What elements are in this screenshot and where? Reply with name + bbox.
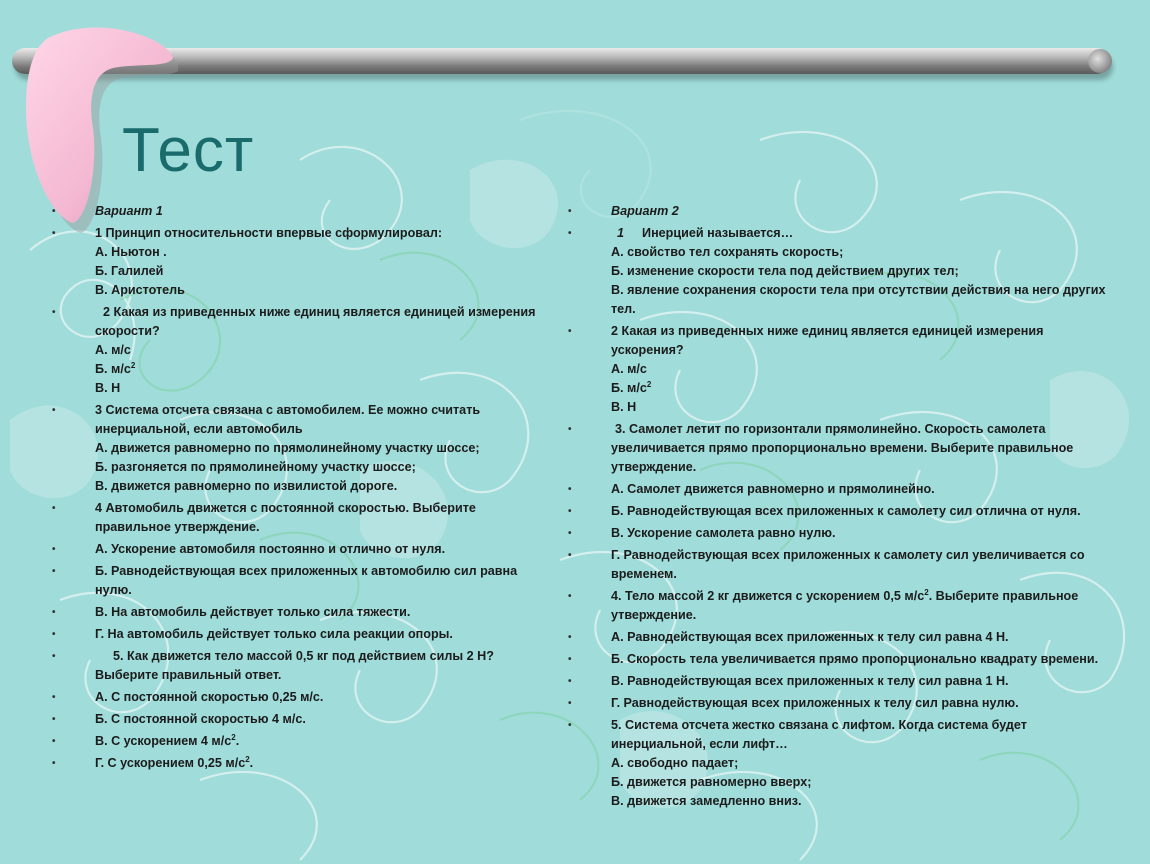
list-item [52,625,542,644]
answer-option: А. м/с [611,362,647,376]
bullet: • [52,607,56,618]
list-item [568,587,1133,625]
list-item [52,540,542,559]
answer-option: А. свойство тел сохранять скорость; [611,245,844,259]
question-number: 1 [617,226,625,240]
answer-option: Г. Равнодействующая всех приложенных к телу сил равна нулю. [611,696,1019,710]
bullet: • [52,405,56,416]
bullet: • [568,654,572,665]
answer-option: А. Самолет движется равномерно и прямолинейно. [611,482,935,496]
variant-1-column [52,202,542,776]
list-item [52,603,542,622]
answer-option: А. Ньютон . [95,245,167,259]
bullet: • [52,692,56,703]
bullet: • [568,720,572,731]
superscript: 2 [646,379,652,389]
question-text: 3. Самолет летит по горизонтали прямолинейно. Скорость самолета увеличивается прямо пропорционально времени. Выберите правильное утверждение. [611,422,1074,474]
bullet: • [568,326,572,337]
answer-option: В. движется замедленно вниз. [611,794,802,808]
bullet: • [52,629,56,640]
bullet: • [52,228,56,239]
variant-heading: Вариант 1 [95,204,163,218]
answer-option: Б. Равнодействующая всех приложенных к самолету сил отлична от нуля. [611,504,1081,518]
answer-option: В. Н [611,400,637,414]
bullet: • [52,206,56,217]
list-item [568,420,1133,477]
question-text-part: . Выберите правильное утверждение. [611,589,1079,622]
list-item [568,672,1133,691]
answer-option: А. Ускорение автомобиля постоянно и отлично от нуля. [95,542,446,556]
bullet: • [568,698,572,709]
variant-2-column [568,202,1133,814]
list-item [52,401,542,496]
bullet: • [568,591,572,602]
list-item [568,716,1133,811]
list-item [52,754,542,773]
list-item [568,650,1133,669]
bullet: • [568,528,572,539]
page-title: Тест [122,116,255,185]
bullet: • [52,714,56,725]
answer-option: Б. движется равномерно вверх; [611,775,812,789]
superscript: 2 [130,360,136,370]
answer-option: А. движется равномерно по прямолинейному участку шоссе; [95,441,480,455]
list-item [568,322,1133,417]
answer-option: Г. Равнодействующая всех приложенных к самолету сил увеличивается со временем. [611,548,1085,581]
answer-option: Б. Скорость тела увеличивается прямо пропорционально квадрату времени. [611,652,1099,666]
answer-option-suffix: . [235,734,240,748]
bullet: • [568,206,572,217]
answer-option [95,754,542,773]
list-item [568,694,1133,713]
answer-option: В. явление сохранения скорости тела при отсутствии действия на него других тел. [611,283,1106,316]
list-item [52,688,542,707]
bullet: • [52,736,56,747]
bullet: • [568,676,572,687]
answer-option: Г. На автомобиль действует только сила реакции опоры. [95,627,453,641]
bullet: • [568,484,572,495]
list-item [52,562,542,600]
answer-option-suffix: . [249,756,254,770]
answer-option: В. Равнодействующая всех приложенных к телу сил равна 1 Н. [611,674,1009,688]
list-item [52,303,542,398]
answer-option: Б. разгоняется по прямолинейному участку шоссе; [95,460,416,474]
list-item [52,647,542,685]
list-item [568,524,1133,543]
list-item [52,499,542,537]
bullet: • [568,632,572,643]
answer-option-text: В. С ускорением 4 м/с [95,734,232,748]
bullet: • [52,566,56,577]
rod-end-cap [1088,49,1112,73]
answer-option: В. движется равномерно по извилистой дороге. [95,479,398,493]
bullet: • [52,544,56,555]
answer-option-text: Б. м/с [95,362,131,376]
answer-option-text: Б. м/с [611,381,647,395]
bullet: • [52,651,56,662]
question-text: 1 Принцип относительности впервые сформулировал: [95,226,443,240]
list-item [568,224,1133,319]
superscript: 2 [245,754,250,764]
answer-option [95,360,542,379]
list-item [52,202,542,221]
answer-option: Б. Равнодействующая всех приложенных к автомобилю сил равна нулю. [95,564,518,597]
answer-option: Б. С постоянной скоростью 4 м/с. [95,712,306,726]
bullet: • [568,424,572,435]
answer-option: В. Аристотель [95,283,185,297]
bullet: • [568,506,572,517]
bullet: • [52,307,56,318]
list-item [52,224,542,300]
variant-heading: Вариант 2 [611,204,679,218]
list-item [52,732,542,751]
list-item [568,480,1133,499]
bullet: • [568,228,572,239]
question-text: Инерцией называется… [642,226,794,240]
answer-option: А. свободно падает; [611,756,739,770]
question-text: 2 Какая из приведенных ниже единиц является единицей измерения ускорения? [611,324,1044,357]
answer-option: А. м/с [95,343,131,357]
answer-option [611,379,1133,398]
list-item [568,546,1133,584]
superscript: 2 [924,587,929,597]
list-item [568,628,1133,647]
answer-option: В. Н [95,381,121,395]
answer-option: Б. Галилей [95,264,164,278]
superscript: 2 [231,732,236,742]
question-text: 5. Система отсчета жестко связана с лифтом. Когда система будет инерциальной, если лифт… [611,718,1027,751]
answer-option: А. С постоянной скоростью 0,25 м/с. [95,690,324,704]
answer-option [95,732,542,751]
list-item [52,710,542,729]
answer-option: А. Равнодействующая всех приложенных к телу сил равна 4 Н. [611,630,1009,644]
bullet: • [52,758,56,769]
bullet: • [568,550,572,561]
question-text: 5. Как движется тело массой 0,5 кг под действием силы 2 Н? Выберите правильный ответ. [95,649,494,682]
question-text: 3 Система отсчета связана с автомобилем. Ее можно считать инерциальной, если автомобиль [95,403,481,436]
answer-option: Б. изменение скорости тела под действием других тел; [611,264,959,278]
bullet: • [52,503,56,514]
list-item [568,202,1133,221]
answer-option: В. На автомобиль действует только сила тяжести. [95,605,411,619]
answer-option-text: Г. С ускорением 0,25 м/с [95,756,246,770]
list-item [568,502,1133,521]
question-text [611,587,1133,625]
question-text: 4 Автомобиль движется с постоянной скоростью. Выберите правильное утверждение. [95,501,476,534]
answer-option: В. Ускорение самолета равно нулю. [611,526,836,540]
question-text: 2 Какая из приведенных ниже единиц является единицей измерения скорости? [95,305,536,338]
question-text-part: 4. Тело массой 2 кг движется с ускорением 0,5 м/с [611,589,925,603]
